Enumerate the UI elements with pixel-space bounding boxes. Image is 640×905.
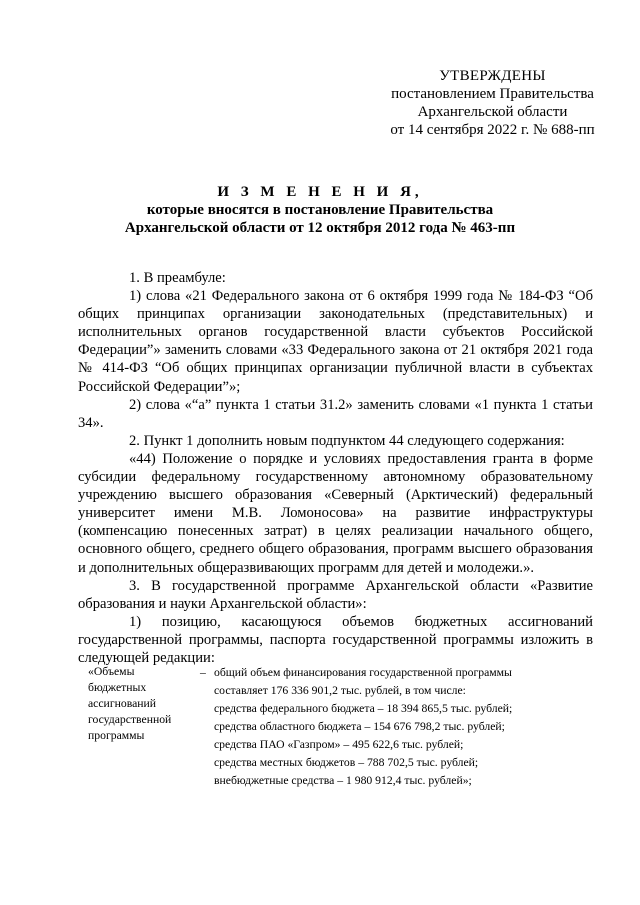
document-title bbox=[70, 183, 570, 237]
approval-line: постановлением Правительства bbox=[391, 86, 594, 102]
passport-label bbox=[88, 664, 198, 744]
passport-label-line: программы bbox=[88, 729, 145, 742]
passport-label-line: государственной bbox=[88, 713, 172, 726]
passport-value-line: общий объем финансирования государственной программы bbox=[214, 666, 512, 679]
approval-heading: УТВЕРЖДЕНЫ bbox=[439, 68, 546, 84]
passport-value-line: средства местных бюджетов – 788 702,5 тыс. рублей; bbox=[214, 756, 479, 769]
title-heading: И З М Е Н Е Н И Я, bbox=[217, 184, 423, 200]
passport-values bbox=[214, 664, 574, 790]
passport-value-line: внебюджетные средства – 1 980 912,4 тыс. рублей»; bbox=[214, 774, 472, 787]
paragraph: 3. В государственной программе Архангельской области «Развитие образования и науки Архангельской области»: bbox=[78, 577, 593, 612]
paragraph: 2) слова «“а” пункта 1 статьи 31.2» заменить словами «1 пункта 1 статьи 34». bbox=[78, 396, 593, 431]
approval-line: Архангельской области bbox=[417, 104, 568, 120]
passport-label-line: «Объемы bbox=[88, 665, 135, 678]
document-body bbox=[78, 269, 593, 667]
title-line: Архангельской области от 12 октября 2012 года № 463-пп bbox=[124, 220, 516, 236]
approval-stamp bbox=[380, 67, 605, 139]
passport-value-line: средства федерального бюджета – 18 394 865,5 тыс. рублей; bbox=[214, 702, 513, 715]
paragraph: 1) слова «21 Федерального закона от 6 октября 1999 года № 184-ФЗ “Об общих принципах организации законодательных (представительных) и исполнительных органов государственной власти субъектов Российской Федерации”» заменить словами «33 Федерального закона от 21 октября 2021 года № 414-ФЗ “Об общих принципах организации публичной власти в субъектах Российской Федерации”»; bbox=[78, 288, 593, 395]
passport-value-line: средства ПАО «Газпром» – 495 622,6 тыс. рублей; bbox=[214, 738, 464, 751]
paragraph: 1) позицию, касающуюся объемов бюджетных ассигнований государственной программы, паспорта государственной программы изложить в следующей редакции: bbox=[78, 613, 593, 666]
paragraph: «44) Положение о порядке и условиях предоставления гранта в форме субсидии федеральному государственному автономному образовательному учреждению высшего образования «Северный (Арктический) федеральный университет имени М.В. Ломоносова» на развитие инфраструктуры (компенсацию понесенных затрат) в целях реализации начального общего, основного общего, среднего общего образования, программ высшего образования и дополнительных общеразвивающих программ для детей и молодежи.». bbox=[78, 450, 593, 576]
passport-dash: – bbox=[200, 666, 206, 679]
passport-value-line: составляет 176 336 901,2 тыс. рублей, в том числе: bbox=[214, 684, 466, 697]
passport-label-line: бюджетных bbox=[88, 681, 147, 694]
passport-value-line: средства областного бюджета – 154 676 798,2 тыс. рублей; bbox=[214, 720, 505, 733]
passport-label-line: ассигнований bbox=[88, 697, 157, 710]
paragraph: 2. Пункт 1 дополнить новым подпунктом 44 следующего содержания: bbox=[129, 432, 565, 449]
approval-date: от 14 сентября 2022 г. № 688-пп bbox=[390, 122, 595, 138]
paragraph: 1. В преамбуле: bbox=[129, 270, 226, 286]
title-line: которые вносятся в постановление Правительства bbox=[146, 202, 494, 218]
